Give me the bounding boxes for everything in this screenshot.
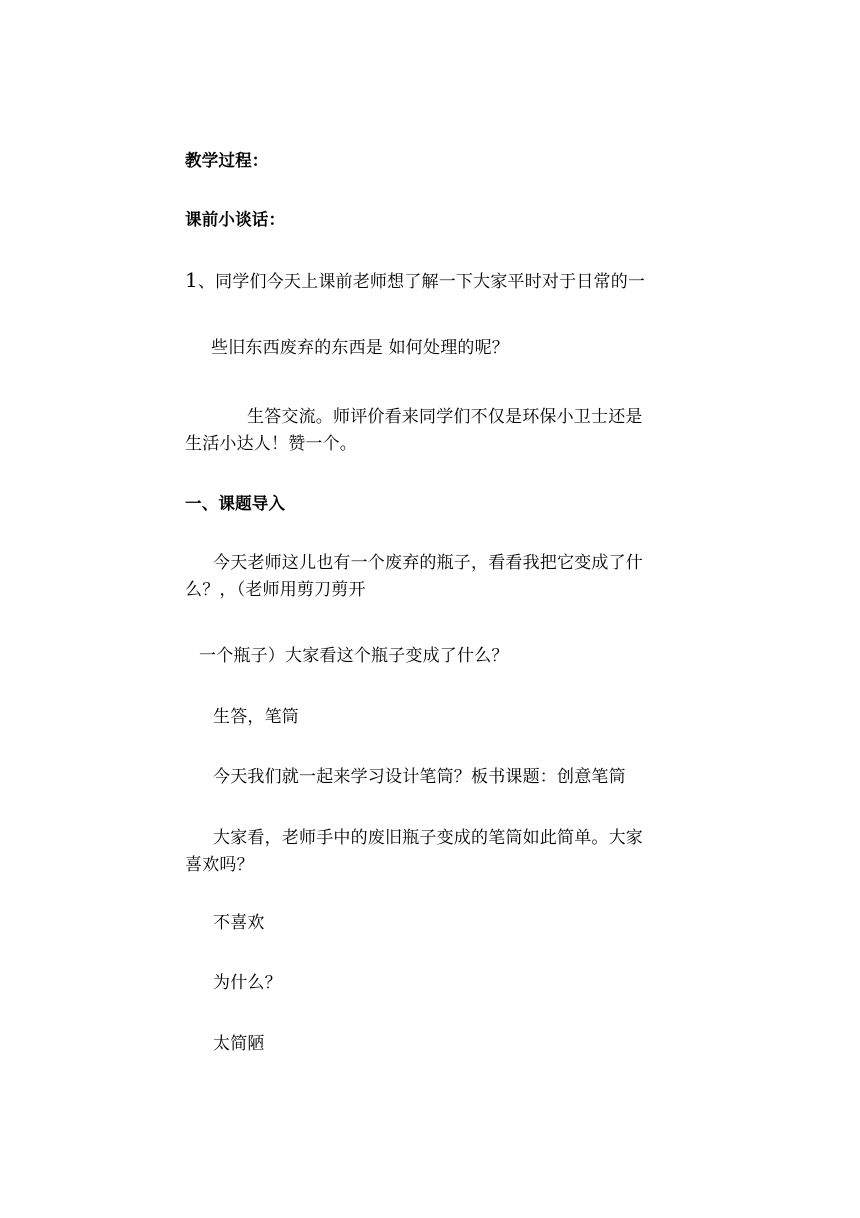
reply-too-simple: 太简陋: [213, 1034, 265, 1054]
question-1-line-1: [185, 267, 645, 296]
question-number: 1: [185, 268, 198, 292]
intro-line-2: 么？，（老师用剪刀剪开: [185, 580, 366, 600]
question-why: 为什么？: [213, 973, 282, 993]
answer-line-2: 生活小达人！赞一个。: [185, 434, 357, 454]
teacher-line-2: 喜欢吗？: [185, 855, 254, 875]
question-1-text: 、同学们今天上课前老师想了解一下大家平时对于日常的一: [197, 272, 646, 292]
section-title-intro: 一、课题导入: [185, 494, 286, 513]
teacher-line-1: 大家看，老师手中的废旧瓶子变成的笔筒如此简单。大家: [213, 828, 643, 848]
topic-line: 今天我们就一起来学习设计笔筒？板书课题：创意笔筒: [213, 767, 626, 787]
answer-line-1: 生答交流。师评价看来同学们不仅是环保小卫士还是: [247, 407, 643, 427]
reply-dislike: 不喜欢: [213, 913, 265, 933]
student-answer: 生答，笔筒: [213, 707, 299, 727]
heading-teaching-process: 教学过程：: [185, 151, 269, 170]
question-1-line-2: 些旧东西废弃的东西是 如何处理的呢？: [211, 338, 510, 358]
intro-line-1: 今天老师这儿也有一个废弃的瓶子，看看我把它变成了什: [213, 553, 643, 573]
heading-pre-class-talk: 课前小谈话：: [185, 210, 286, 229]
intro-line-3: 一个瓶子）大家看这个瓶子变成了什么？: [199, 646, 509, 666]
